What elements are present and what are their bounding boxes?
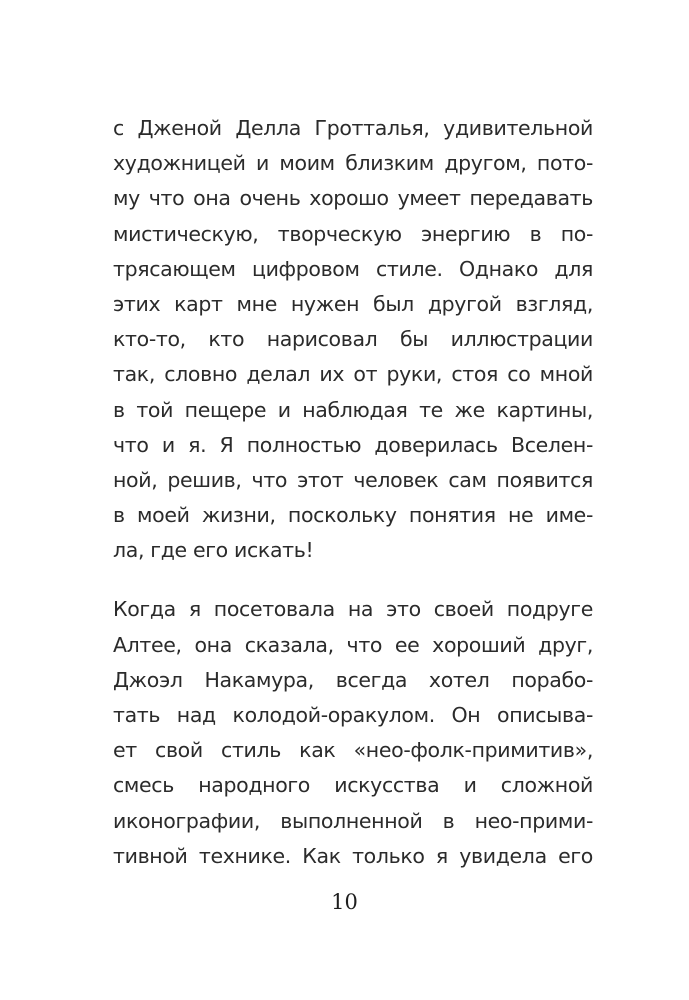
text-line: так, словно делал их от руки, стоя со мной [113, 362, 593, 387]
text-line: иконографии, выполненной в нео-прими- [113, 808, 593, 833]
text-line: в той пещере и наблюдая те же картины, [113, 397, 593, 422]
text-line: с Дженой Делла Гротталья, удивительной [113, 116, 593, 140]
text-line: в моей жизни, поскольку понятия не име- [113, 503, 593, 528]
text-line: кто-то, кто нарисовал бы иллюстрации [113, 327, 593, 352]
text-line: Алтее, она сказала, что ее хороший друг, [113, 632, 593, 657]
text-line: этих карт мне нужен был другой взгляд, [113, 291, 593, 316]
text-line: му что она очень хорошо умеет передавать [113, 186, 593, 211]
text-line: мистическую, творческую энергию в по- [113, 221, 593, 246]
text-line: ет свой стиль как «нео-фолк-примитив», [113, 738, 593, 763]
body-text [113, 111, 593, 874]
paragraph-gap [113, 568, 593, 592]
text-line: ла, где его искать! [113, 538, 314, 563]
text-line: что и я. Я полностью доверилась Вселен- [113, 432, 593, 457]
text-line: трясающем цифровом стиле. Однако для [113, 256, 593, 281]
text-line: смесь народного искусства и сложной [113, 773, 593, 798]
paragraph-2 [113, 592, 593, 874]
paragraph-1 [113, 111, 593, 568]
text-line: Джоэл Накамура, всегда хотел порабо- [113, 667, 593, 692]
text-line: тивной технике. Как только я увидела его [113, 843, 593, 868]
text-line: Когда я посетовала на это своей подруге [113, 597, 593, 622]
text-line: художницей и моим близким другом, пото- [113, 151, 593, 176]
text-line: ной, решив, что этот человек сам появится [113, 467, 593, 492]
text-line: тать над колодой-оракулом. Он описыва- [113, 703, 593, 727]
page-number: 10 [331, 890, 358, 914]
